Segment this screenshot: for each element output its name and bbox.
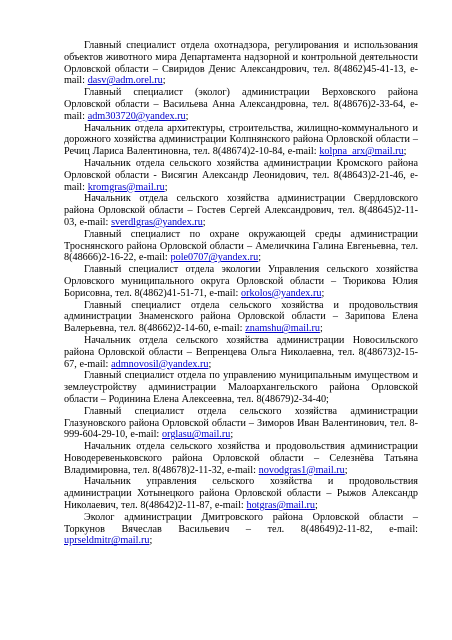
contact-entry bbox=[64, 441, 418, 476]
entry-text: Главный специалист отдела сельского хозяйства и продовольствия администрации Знаменского района Орловской области – Зарипова Елена Валерьевна, тел. 8(48662)2-14-60, e-mail: bbox=[64, 299, 418, 335]
email-link[interactable]: kolpna_arx@mail.ru bbox=[319, 146, 404, 158]
entry-text: Эколог администрации Дмитровского района Орловской области – Торкунов Вячеслав Васильевич – тел. 8(48649)2-11-82, e-mail: bbox=[64, 511, 418, 535]
entry-text: Главный специалист (эколог) администрации Верховского района Орловской области – Васильева Анна Александровна, тел. 8(48676)2-33-64, e-mail: bbox=[64, 87, 418, 122]
entry-tail: ; bbox=[202, 216, 206, 228]
entry-tail: ; bbox=[185, 110, 189, 122]
contact-entry bbox=[64, 158, 418, 193]
email-link[interactable]: hotgras@mail.ru bbox=[246, 500, 315, 512]
entry-tail: ; bbox=[344, 464, 348, 476]
entry-text: Главный специалист по охране окружающей среды администрации Троснянского района Орловской области – Амеличкина Галина Евгеньевна, тел. 8(48666)2-16-22, e-mail: bbox=[64, 228, 418, 264]
email-link[interactable]: pole0707@yandex.ru bbox=[170, 252, 259, 264]
email-link[interactable]: orkolos@yandex.ru bbox=[241, 287, 322, 299]
entry-text: Главный специалист отдела сельского хозяйства администрации Глазуновского района Орловской области – Зиморов Иван Валентинович, тел. 8-999-604-29-10, e-mail: bbox=[64, 405, 418, 441]
contact-entry bbox=[64, 300, 418, 335]
contact-entry bbox=[64, 335, 418, 370]
entry-text: Главный специалист отдела охотнадзора, регулирования и использования объектов животного мира Департамента надзорной и контрольной деятельности Орловской области – Свиридов Денис Александрович, тел. 8(4862)45-41-13, e-mail: bbox=[64, 40, 418, 87]
entry-text: Главный специалист отдела экологии Управления сельского хозяйства Орловского муниципального округа Орловской области – Тюрикова Юлия Борисовна, тел. 8(4862)41-51-71, e-mail: bbox=[64, 264, 418, 299]
email-link[interactable]: adm303720@yandex.ru bbox=[87, 110, 186, 122]
entry-tail: ; bbox=[162, 75, 166, 87]
email-link[interactable]: orglasu@mail.ru bbox=[162, 429, 231, 441]
entry-text: Начальник отдела сельского хозяйства администрации Кромского района Орловской области - Висягин Александр Леонидович, тел. 8(48643)2-21-46, e-mail: bbox=[64, 157, 418, 193]
contact-entry bbox=[64, 264, 418, 299]
contact-entry bbox=[64, 40, 418, 87]
email-link[interactable]: znamshu@mail.ru bbox=[245, 323, 320, 335]
entry-text: Начальник отдела архитектуры, строительства, жилищно-коммунального и дорожного хозяйства администрации Колпнянского района Орловской области – Речиц Лариса Валентиновна, тел. 8(48674)2-10-84, e-mail: bbox=[64, 122, 418, 158]
entry-text: Начальник отдела сельского хозяйства и продовольствия администрации Новодеревеньковского района Орловской области – Селезнёва Татьяна Владимировна, тел. 8(48678)2-11-32, e-mail: bbox=[64, 441, 418, 476]
contact-entry bbox=[64, 87, 418, 122]
entry-tail: ; bbox=[403, 146, 407, 158]
entry-text: Начальник отдела сельского хозяйства администрации Свердловского района Орловской области – Гостев Сергей Александрович, тел. 8(48645)2-11-03, e-mail: bbox=[64, 193, 418, 228]
contact-entry bbox=[64, 123, 418, 158]
email-link[interactable]: uprseldmitr@mail.ru bbox=[64, 535, 150, 547]
entry-tail: ; bbox=[315, 500, 318, 512]
contact-entry bbox=[64, 193, 418, 228]
entry-tail: ; bbox=[208, 358, 212, 370]
entry-text: Начальник отдела сельского хозяйства администрации Новосильского района Орловской области – Вепренцева Ольга Николаевна, тел. 8(48673)2-15-67, e-mail: bbox=[64, 334, 418, 370]
entry-tail: ; bbox=[149, 535, 153, 547]
contact-entry bbox=[64, 370, 418, 405]
entry-tail: ; bbox=[321, 287, 325, 299]
contact-entry bbox=[64, 512, 418, 547]
email-link[interactable]: novodgras1@mail.ru bbox=[258, 464, 345, 476]
email-link[interactable]: admnovosil@yandex.ru bbox=[111, 358, 209, 370]
entry-text: Начальник управления сельского хозяйства и продовольствия администрации Хотынецкого района Орловской области – Рыжов Александр Николаевич, тел. 8(48642)2-11-87, e-mail: bbox=[64, 476, 418, 512]
contact-entry bbox=[64, 229, 418, 264]
entry-tail: ; bbox=[230, 429, 234, 441]
entry-tail: ; bbox=[258, 252, 262, 264]
contact-entry bbox=[64, 476, 418, 511]
email-link[interactable]: sverdlgras@yandex.ru bbox=[111, 216, 203, 228]
email-link[interactable]: dasv@adm.orel.ru bbox=[87, 75, 163, 87]
entry-tail: ; bbox=[319, 323, 323, 335]
email-link[interactable]: kromgras@mail.ru bbox=[87, 181, 165, 193]
entry-text: Главный специалист отдела по управлению муниципальным имуществом и землеустройству администрации Малоархангельского района Орловской области – Родинина Елена Алексеевна, тел. 8(48679)2-34-40; bbox=[64, 370, 418, 405]
contact-entry bbox=[64, 406, 418, 441]
entry-tail: ; bbox=[164, 181, 168, 193]
